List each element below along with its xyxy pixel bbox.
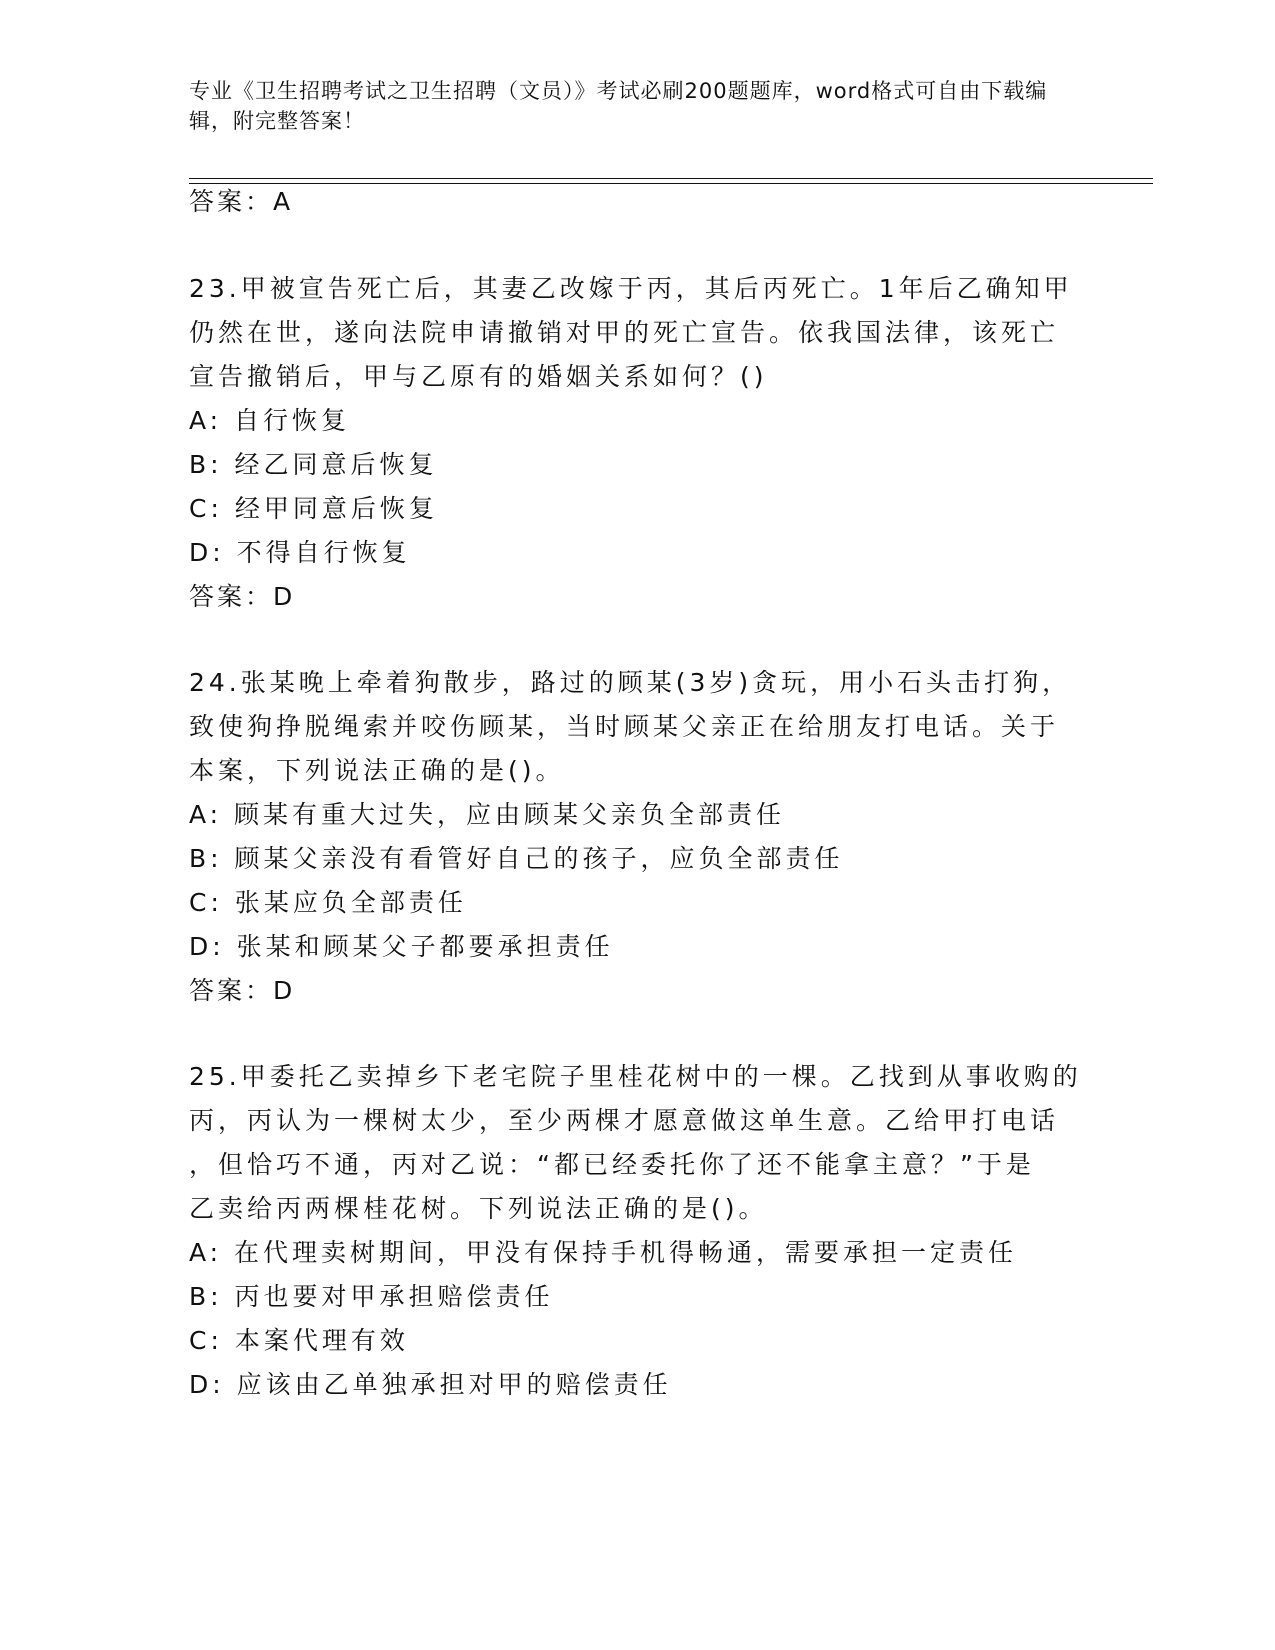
q23-option-d: D: 不得自行恢复 [189,538,411,567]
q24-line-3: 本案，下列说法正确的是()。 [189,756,565,785]
q24-line-1: 24.张某晚上牵着狗散步，路过的顾某(3岁)贪玩，用小石头击打狗， [189,668,1072,697]
q25-line-2: 丙，丙认为一棵树太少，至少两棵才愿意做这单生意。乙给甲打电话 [189,1106,1060,1135]
q24-option-d: D: 张某和顾某父子都要承担责任 [189,932,614,961]
q25-option-a: A: 在代理卖树期间，甲没有保持手机得畅通，需要承担一定责任 [189,1238,1018,1267]
q25-option-c: C: 本案代理有效 [189,1326,409,1355]
q25-option-d: D: 应该由乙单独承担对甲的赔偿责任 [189,1370,672,1399]
document-header: 专业《卫生招聘考试之卫生招聘（文员）》考试必刷200题题库，word格式可自由下载编辑，附完整答案！ [189,79,1048,133]
q23-line-1: 23.甲被宣告死亡后，其妻乙改嫁于丙，其后丙死亡。1年后乙确知甲 [189,274,1073,303]
q23-line-2: 仍然在世，遂向法院申请撤销对甲的死亡宣告。依我国法律，该死亡 [189,318,1060,347]
q23-line-3: 宣告撤销后，甲与乙原有的婚姻关系如何？() [189,362,768,391]
q24-option-c: C: 张某应负全部责任 [189,888,467,917]
q23-answer: 答案：D [189,582,296,611]
q25-line-3: ，但恰巧不通，丙对乙说：“都已经委托你了还不能拿主意？”于是 [189,1150,1035,1179]
q24-option-b: B: 顾某父亲没有看管好自己的孩子，应负全部责任 [189,844,844,873]
q23-option-c: C: 经甲同意后恢复 [189,494,438,523]
q23-option-b: B: 经乙同意后恢复 [189,450,438,479]
q24-option-a: A: 顾某有重大过失，应由顾某父亲负全部责任 [189,800,786,829]
q24-line-2: 致使狗挣脱绳索并咬伤顾某，当时顾某父亲正在给朋友打电话。关于 [189,712,1060,741]
q25-option-b: B: 丙也要对甲承担赔偿责任 [189,1282,554,1311]
q25-line-1: 25.甲委托乙卖掉乡下老宅院子里桂花树中的一棵。乙找到从事收购的 [189,1062,1082,1091]
header-rule-bottom [189,183,1153,184]
q24-answer: 答案：D [189,976,296,1005]
q25-line-4: 乙卖给丙两棵桂花树。下列说法正确的是()。 [189,1194,768,1223]
prev-answer: 答案：A [189,187,294,216]
q23-option-a: A: 自行恢复 [189,406,351,435]
header-rule-top [189,178,1153,179]
